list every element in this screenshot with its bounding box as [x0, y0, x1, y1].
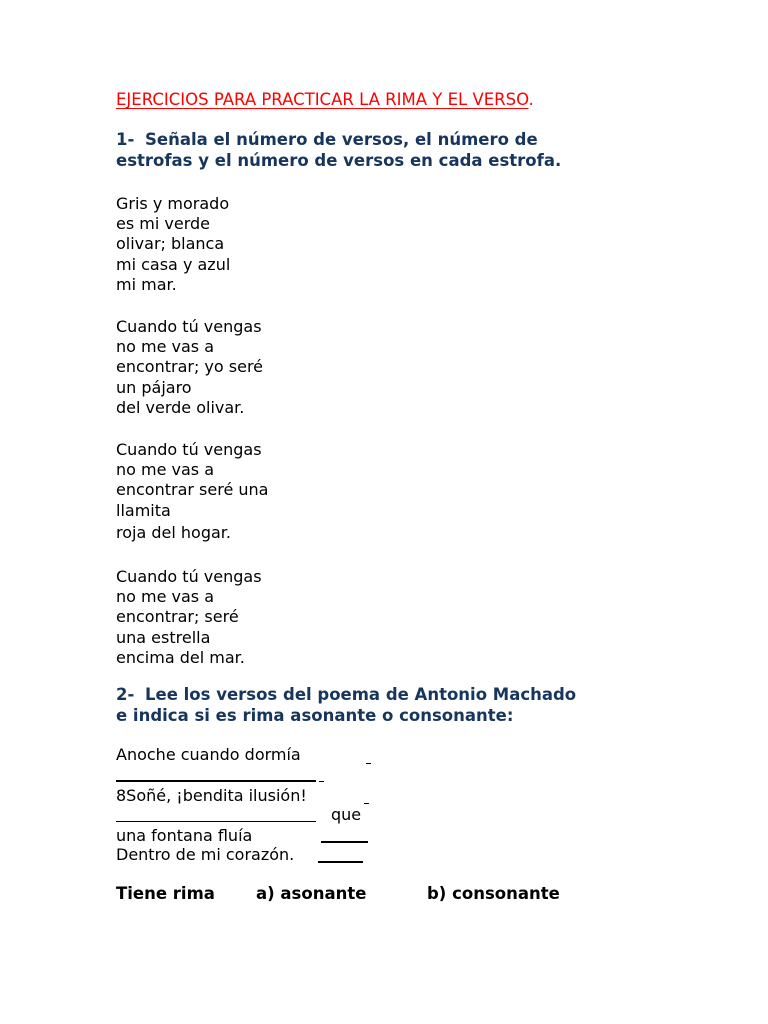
document-title-dot: .: [528, 90, 534, 109]
question-1-number: 1-: [116, 130, 135, 149]
document-title: [116, 89, 534, 111]
stanza-4-line: no me vas a: [116, 587, 215, 607]
stanza-4-line: Cuando tú vengas: [116, 567, 262, 586]
stanza-1-line: es mi verde: [116, 214, 210, 234]
question-2: [116, 685, 576, 726]
answer-blank-line-5[interactable]: [318, 861, 363, 863]
stanza-3-line: Cuando tú vengas: [116, 440, 262, 459]
stanza-3-line: encontrar seré una: [116, 480, 269, 500]
poem-line-2: 8Soñé, ¡bendita ilusión!: [116, 786, 307, 805]
stanza-4-line: una estrella: [116, 627, 211, 647]
stanza-1-line: olivar; blanca: [116, 234, 225, 254]
poem-line-5: Dentro de mi corazón.: [116, 845, 295, 864]
stanza-2-line: del verde olivar.: [116, 397, 245, 417]
answer-blank-line-1[interactable]: [116, 780, 316, 782]
poem-line-4: una fontana fluía: [116, 826, 253, 845]
option-b-consonante[interactable]: b) consonante: [427, 884, 560, 903]
document-title-text: EJERCICIOS PARA PRACTICAR LA RIMA Y EL VERSO: [116, 90, 529, 109]
stanza-2-line: un pájaro: [116, 377, 192, 397]
answer-blank-line-2[interactable]: [116, 821, 316, 822]
answer-blank-dash[interactable]: [319, 781, 324, 782]
stanza-4-line: encima del mar.: [116, 647, 245, 667]
question-1-line-1: Señala el número de versos, el número de: [145, 130, 538, 149]
stanza-3: [116, 440, 268, 543]
poem-exercise: [116, 744, 416, 874]
stanza-1-line: mi mar.: [116, 274, 177, 294]
stanza-4-line: encontrar; seré: [116, 607, 239, 627]
stanza-4: [116, 567, 262, 668]
answer-blank-line-4[interactable]: [321, 841, 368, 843]
question-2-line-1: Lee los versos del poema de Antonio Machado: [145, 685, 577, 704]
stanza-1-line: mi casa y azul: [116, 254, 231, 274]
stanza-3-line: llamita: [116, 500, 171, 520]
stanza-3-line: no me vas a: [116, 460, 215, 480]
stanza-2-line: Cuando tú vengas: [116, 317, 262, 336]
answer-blank-short[interactable]: [366, 763, 371, 764]
answer-label: Tiene rima: [116, 884, 215, 903]
stanza-1-line: Gris y morado: [116, 194, 230, 213]
poem-line-3-tail: que: [331, 805, 362, 824]
stanza-2: [116, 317, 263, 418]
option-a-asonante[interactable]: a) asonante: [256, 884, 367, 903]
stanza-3-line: roja del hogar.: [116, 522, 231, 542]
question-2-number: 2-: [116, 685, 135, 704]
stanza-2-line: no me vas a: [116, 337, 215, 357]
question-1-line-2: estrofas y el número de versos en cada estrofa.: [116, 150, 562, 170]
question-1: [116, 130, 561, 171]
answer-blank-short-2[interactable]: [364, 803, 369, 804]
stanza-1: [116, 194, 230, 295]
stanza-2-line: encontrar; yo seré: [116, 357, 264, 377]
question-2-line-2: e indica si es rima asonante o consonante:: [116, 705, 514, 725]
poem-line-1: Anoche cuando dormía: [116, 745, 301, 764]
